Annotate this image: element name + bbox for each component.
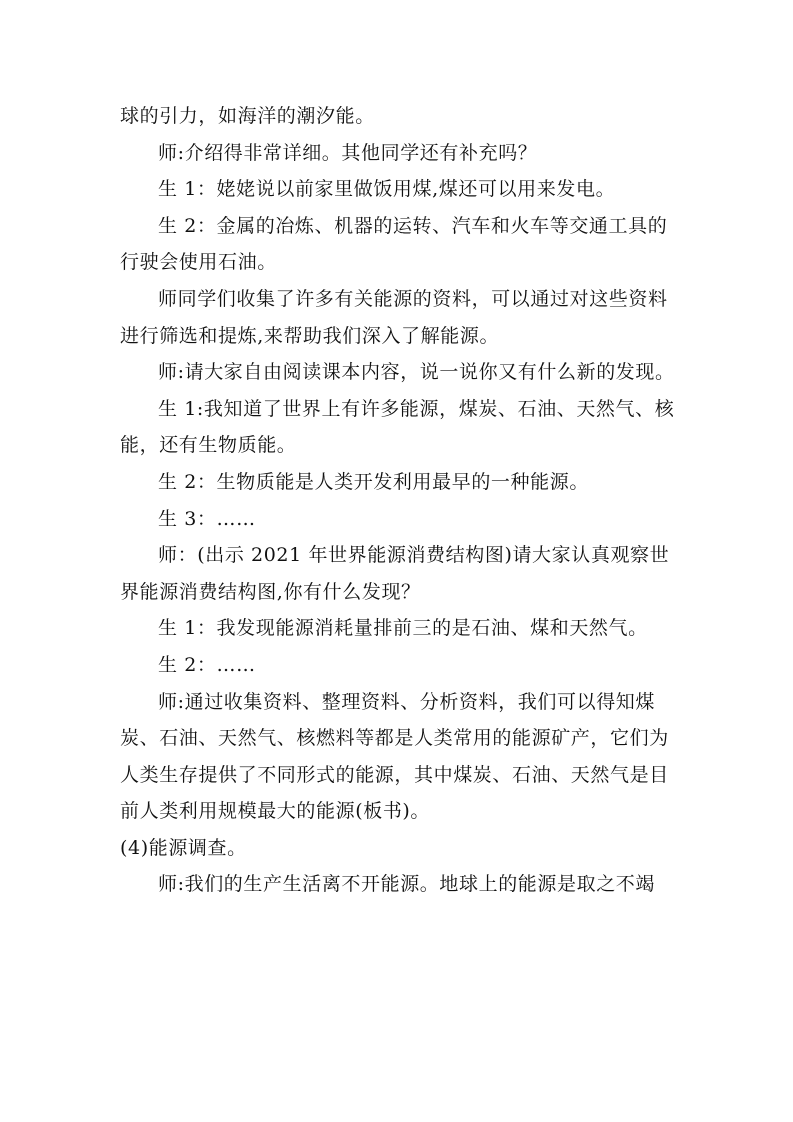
paragraph: 生 1：我发现能源消耗量排前三的是石油、煤和天然气。: [158, 617, 648, 640]
paragraph: 师:介绍得非常详细。其他同学还有补充吗？: [158, 141, 538, 164]
section-heading: (4)能源调查。: [120, 836, 247, 859]
paragraph: 生 1:我知道了世界上有许多能源，煤炭、石油、天然气、核能，还有生物质能。: [120, 397, 675, 457]
paragraph: 生 3：……: [158, 507, 256, 530]
document-body: [120, 98, 676, 903]
paragraph: 生 2：金属的冶炼、机器的运转、汽车和火车等交通工具的行驶会使用石油。: [120, 214, 668, 274]
paragraph: 师：(出示 2021 年世界能源消费结构图)请大家认真观察世界能源消费结构图,你有什么发现？: [120, 544, 670, 603]
paragraph: 生 2：……: [158, 653, 256, 676]
paragraph: 师:我们的生产生活离不开能源。地球上的能源是取之不竭: [158, 873, 656, 896]
paragraph: 球的引力，如海洋的潮汐能。: [120, 105, 375, 127]
paragraph: 生 2：生物质能是人类开发利用最早的一种能源。: [158, 470, 589, 493]
paragraph: 生 1：姥姥说以前家里做饭用煤,煤还可以用来发电。: [158, 178, 616, 201]
paragraph: 师:请大家自由阅读课本内容，说一说你又有什么新的发现。: [158, 361, 675, 384]
paragraph: 师同学们收集了许多有关能源的资料，可以通过对这些资料进行筛选和提炼,来帮助我们深入了解能源。: [120, 287, 668, 347]
paragraph: 师:通过收集资料、整理资料、分析资料，我们可以得知煤炭、石油、天然气、核燃料等都是人类常用的能源矿产，它们为人类生存提供了不同形式的能源，其中煤炭、石油、天然气是目前人类利用规模最大的能源(板书)。: [120, 690, 669, 823]
